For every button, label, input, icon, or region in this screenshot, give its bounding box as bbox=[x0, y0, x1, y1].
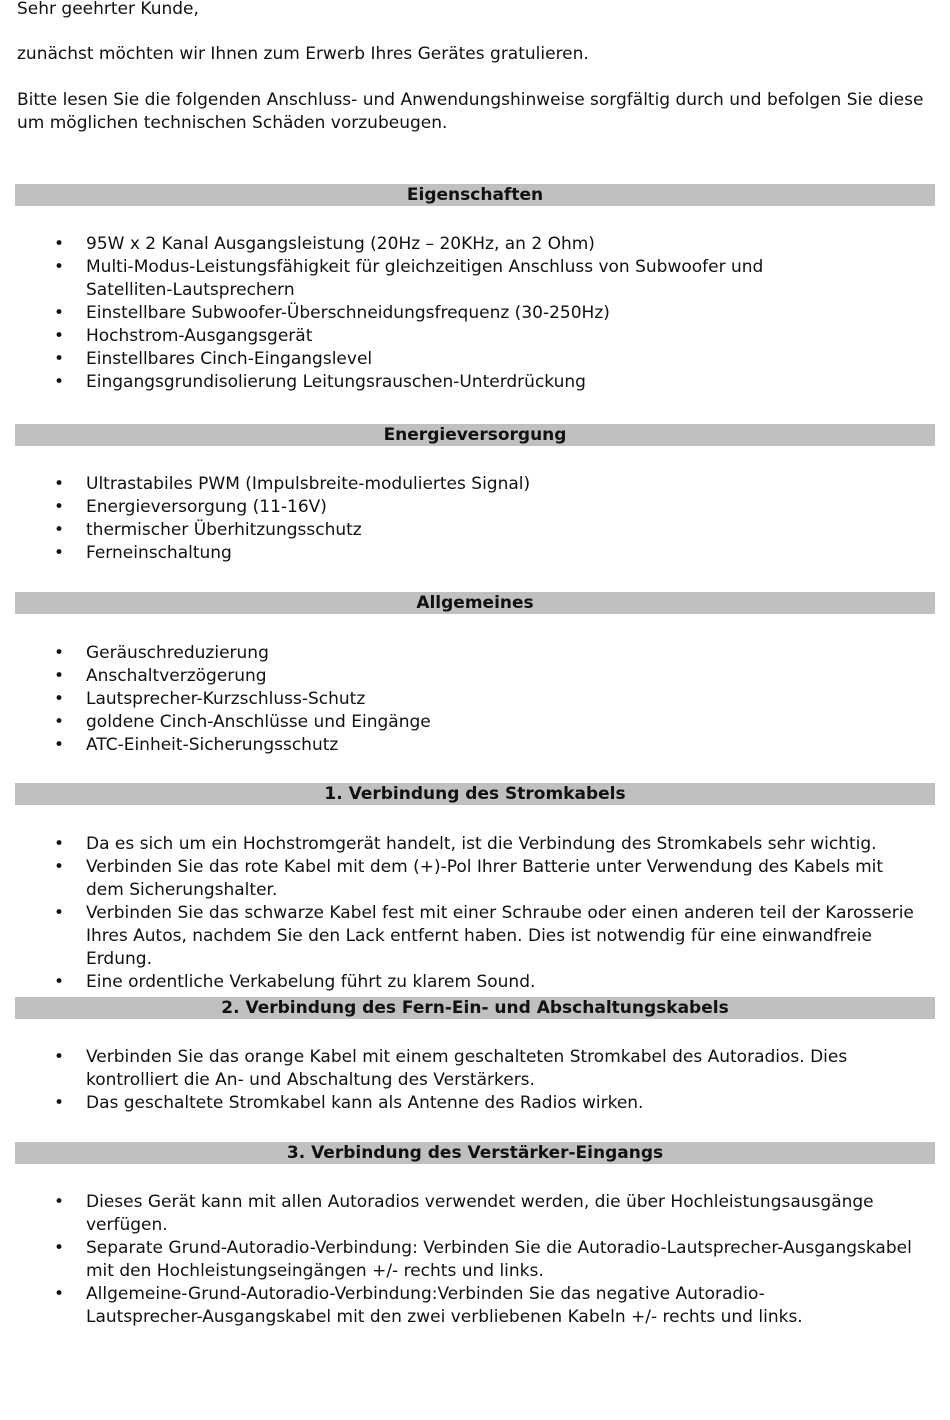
list-item: • Das geschaltete Stromkabel kann als Antenne des Radios wirken. bbox=[0, 1092, 935, 1115]
remote-cable-list bbox=[0, 1046, 935, 1115]
amplifier-input-list bbox=[0, 1191, 935, 1329]
list-item: • Ultrastabiles PWM (Impulsbreite-moduliertes Signal) bbox=[0, 473, 935, 496]
section-heading-eigenschaften: Eigenschaften bbox=[15, 184, 935, 206]
list-item: • Hochstrom-Ausgangsgerät bbox=[0, 325, 935, 348]
list-item: • Lautsprecher-Kurzschluss-Schutz bbox=[0, 688, 935, 711]
list-item: • 95W x 2 Kanal Ausgangsleistung (20Hz – 20KHz, an 2 Ohm) bbox=[0, 233, 935, 256]
section-heading-fern-ein: 2. Verbindung des Fern-Ein- und Abschaltungskabels bbox=[15, 997, 935, 1019]
list-item: • Verbinden Sie das rote Kabel mit dem (+)-Pol Ihrer Batterie unter Verwendung des Kabels mit dem Sicherungshalter. bbox=[0, 856, 935, 902]
list-item: • Verbinden Sie das orange Kabel mit einem geschalteten Stromkabel des Autoradios. Dies kontrolliert die An- und Abschaltung des Verstärkers. bbox=[0, 1046, 935, 1092]
list-item: • Ferneinschaltung bbox=[0, 542, 935, 565]
section-heading-verstaerker-eingang: 3. Verbindung des Verstärker-Eingangs bbox=[15, 1142, 935, 1164]
power-cable-list bbox=[0, 833, 935, 994]
list-item: • Separate Grund-Autoradio-Verbindung: Verbinden Sie die Autoradio-Lautsprecher-Ausgangskabel mit den Hochleistungseingängen +/- rechts und links. bbox=[0, 1237, 935, 1283]
list-item: • thermischer Überhitzungsschutz bbox=[0, 519, 935, 542]
list-item: • Anschaltverzögerung bbox=[0, 665, 935, 688]
list-item: • Einstellbares Cinch-Eingangslevel bbox=[0, 348, 935, 371]
list-item: • Eingangsgrundisolierung Leitungsrauschen-Unterdrückung bbox=[0, 371, 935, 394]
instruction-line-1: Bitte lesen Sie die folgenden Anschluss- und Anwendungshinweise sorgfältig durch und befolgen Sie diese bbox=[17, 90, 924, 110]
section-heading-allgemeines: Allgemeines bbox=[15, 592, 935, 614]
list-item: • ATC-Einheit-Sicherungsschutz bbox=[0, 734, 935, 757]
list-item: • goldene Cinch-Anschlüsse und Eingänge bbox=[0, 711, 935, 734]
list-item: • Multi-Modus-Leistungsfähigkeit für gleichzeitigen Anschluss von Subwoofer und Satelliten-Lautsprechern bbox=[0, 256, 935, 302]
instruction-line-2: um möglichen technischen Schäden vorzubeugen. bbox=[17, 113, 448, 133]
section-heading-energieversorgung: Energieversorgung bbox=[15, 424, 935, 446]
greeting: Sehr geehrter Kunde, bbox=[17, 0, 199, 19]
features-list bbox=[0, 233, 935, 394]
list-item: • Einstellbare Subwoofer-Überschneidungsfrequenz (30-250Hz) bbox=[0, 302, 935, 325]
list-item: • Verbinden Sie das schwarze Kabel fest mit einer Schraube oder einen anderen teil der Karosserie Ihres Autos, nachdem Sie den Lack entfernt haben. Dies ist notwendig für eine einwandfreie Erdung. bbox=[0, 902, 935, 971]
general-list bbox=[0, 642, 935, 757]
section-heading-stromkabel: 1. Verbindung des Stromkabels bbox=[15, 783, 935, 805]
list-item: • Dieses Gerät kann mit allen Autoradios verwendet werden, die über Hochleistungsausgänge verfügen. bbox=[0, 1191, 935, 1237]
list-item: • Da es sich um ein Hochstromgerät handelt, ist die Verbindung des Stromkabels sehr wichtig. bbox=[0, 833, 935, 856]
list-item: • Allgemeine-Grund-Autoradio-Verbindung:Verbinden Sie das negative Autoradio-Lautsprecher-Ausgangskabel mit den zwei verbliebenen Kabeln +/- rechts und links. bbox=[0, 1283, 935, 1329]
congratulation-text: zunächst möchten wir Ihnen zum Erwerb Ihres Gerätes gratulieren. bbox=[17, 44, 589, 64]
list-item: • Geräuschreduzierung bbox=[0, 642, 935, 665]
list-item: • Eine ordentliche Verkabelung führt zu klarem Sound. bbox=[0, 971, 935, 994]
power-list bbox=[0, 473, 935, 565]
list-item: • Energieversorgung (11-16V) bbox=[0, 496, 935, 519]
